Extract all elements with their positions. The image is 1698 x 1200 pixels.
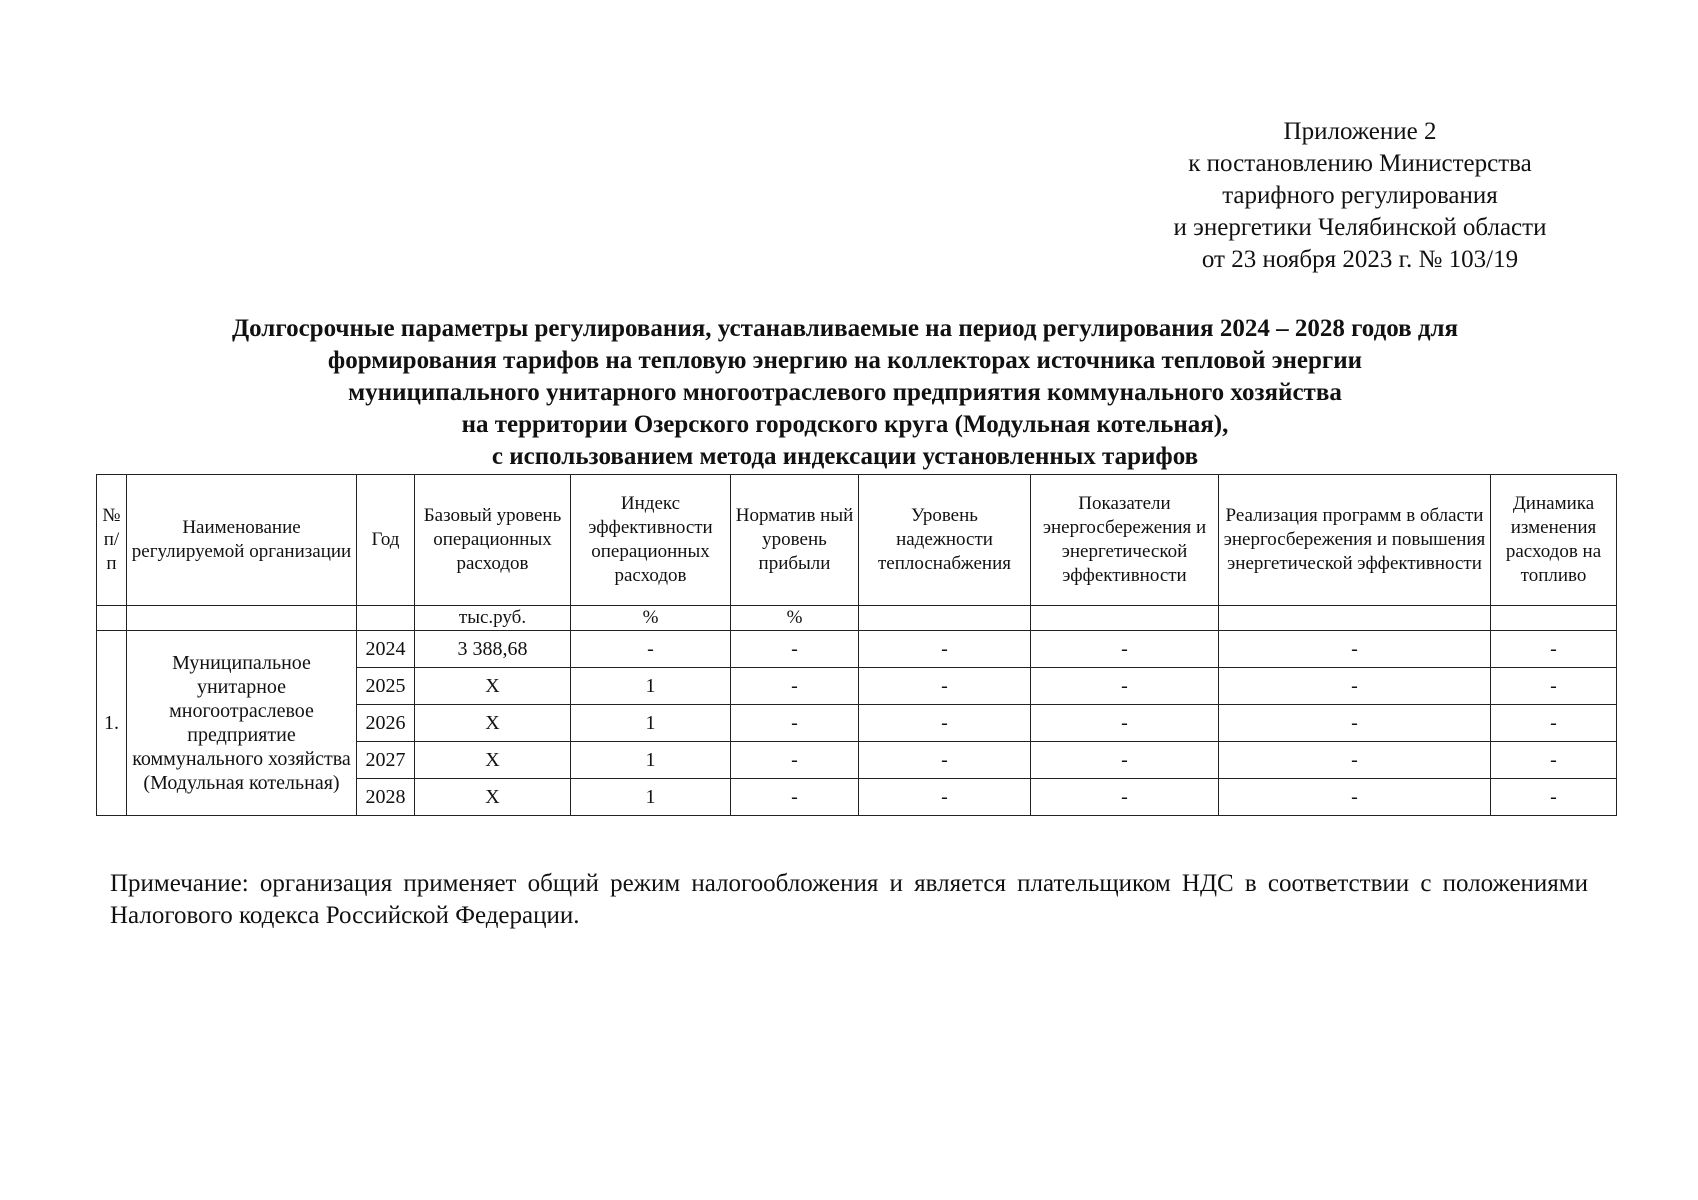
- cell-energy: -: [1031, 631, 1219, 668]
- header-num: № п/п: [97, 475, 127, 606]
- tax-note: Примечание: организация применяет общий режим налогообложения и является плательщиком НДС в соответствии с положениями Налогового кодекса Российской Федерации.: [110, 870, 1588, 929]
- row-number: 1.: [97, 631, 127, 816]
- cell-fuel: -: [1491, 668, 1617, 705]
- header-reliability: Уровень надежности теплоснабжения: [859, 475, 1031, 606]
- cell-base: X: [415, 779, 571, 816]
- header-base: Базовый уровень операционных расходов: [415, 475, 571, 606]
- cell-profit: -: [731, 668, 859, 705]
- cell-energy: -: [1031, 779, 1219, 816]
- cell-programs: -: [1219, 742, 1491, 779]
- cell-year: 2027: [357, 742, 415, 779]
- header-energy: Показатели энергосбережения и энергетической эффективности: [1031, 475, 1219, 606]
- appendix-line: Приложение 2: [1283, 118, 1437, 145]
- cell-programs: -: [1219, 779, 1491, 816]
- cell-index: 1: [571, 742, 731, 779]
- appendix-line: от 23 ноября 2023 г. № 103/19: [1201, 246, 1519, 273]
- appendix-block: [1140, 116, 1580, 276]
- unit-cell: [127, 606, 357, 631]
- unit-cell: [859, 606, 1031, 631]
- cell-index: 1: [571, 705, 731, 742]
- cell-reliability: -: [859, 705, 1031, 742]
- appendix-line: и энергетики Челябинской области: [1173, 214, 1547, 241]
- header-profit: Норматив ный уровень прибыли: [731, 475, 859, 606]
- title-line: на территории Озерского городского круга (Модульная котельная),: [461, 411, 1229, 438]
- unit-cell: [1219, 606, 1491, 631]
- cell-reliability: -: [859, 779, 1031, 816]
- cell-year: 2025: [357, 668, 415, 705]
- unit-cell: [97, 606, 127, 631]
- cell-profit: -: [731, 631, 859, 668]
- document-title: [90, 313, 1600, 473]
- cell-energy: -: [1031, 705, 1219, 742]
- cell-programs: -: [1219, 631, 1491, 668]
- header-org: Наименование регулируемой организации: [127, 475, 357, 606]
- cell-profit: -: [731, 705, 859, 742]
- cell-energy: -: [1031, 742, 1219, 779]
- cell-reliability: -: [859, 742, 1031, 779]
- cell-fuel: -: [1491, 631, 1617, 668]
- cell-reliability: -: [859, 668, 1031, 705]
- unit-profit: %: [731, 606, 859, 631]
- cell-year: 2026: [357, 705, 415, 742]
- cell-base: X: [415, 742, 571, 779]
- unit-base: тыс.руб.: [415, 606, 571, 631]
- title-line: муниципального унитарного многоотраслевого предприятия коммунального хозяйства: [348, 379, 1342, 406]
- header-fuel: Динамика изменения расходов на топливо: [1491, 475, 1617, 606]
- cell-base: 3 388,68: [415, 631, 571, 668]
- unit-cell: [1031, 606, 1219, 631]
- org-name: Муниципальное унитарное многоотраслевое предприятие коммунального хозяйства (Модульная котельная): [127, 631, 357, 816]
- cell-programs: -: [1219, 705, 1491, 742]
- cell-reliability: -: [859, 631, 1031, 668]
- parameters-table: [96, 474, 1617, 816]
- table-row: [97, 631, 1617, 668]
- unit-cell: [1491, 606, 1617, 631]
- cell-year: 2024: [357, 631, 415, 668]
- header-row: [97, 475, 1617, 606]
- title-line: формирования тарифов на тепловую энергию на коллекторах источника тепловой энергии: [327, 347, 1363, 374]
- title-line: Долгосрочные параметры регулирования, устанавливаемые на период регулирования 2024 – 2028 годов для: [231, 315, 1459, 342]
- header-year: Год: [357, 475, 415, 606]
- appendix-line: к постановлению Министерства: [1188, 150, 1532, 177]
- title-line: с использованием метода индексации установленных тарифов: [491, 443, 1199, 470]
- cell-year: 2028: [357, 779, 415, 816]
- cell-profit: -: [731, 742, 859, 779]
- units-row: [97, 606, 1617, 631]
- cell-index: 1: [571, 668, 731, 705]
- unit-cell: [357, 606, 415, 631]
- cell-base: X: [415, 705, 571, 742]
- cell-programs: -: [1219, 668, 1491, 705]
- cell-fuel: -: [1491, 742, 1617, 779]
- cell-base: X: [415, 668, 571, 705]
- unit-index: %: [571, 606, 731, 631]
- appendix-line: тарифного регулирования: [1222, 182, 1498, 209]
- cell-energy: -: [1031, 668, 1219, 705]
- cell-index: -: [571, 631, 731, 668]
- cell-fuel: -: [1491, 705, 1617, 742]
- header-programs: Реализация программ в области энергосбережения и повышения энергетической эффективности: [1219, 475, 1491, 606]
- cell-profit: -: [731, 779, 859, 816]
- cell-index: 1: [571, 779, 731, 816]
- cell-fuel: -: [1491, 779, 1617, 816]
- header-index: Индекс эффективности операционных расходов: [571, 475, 731, 606]
